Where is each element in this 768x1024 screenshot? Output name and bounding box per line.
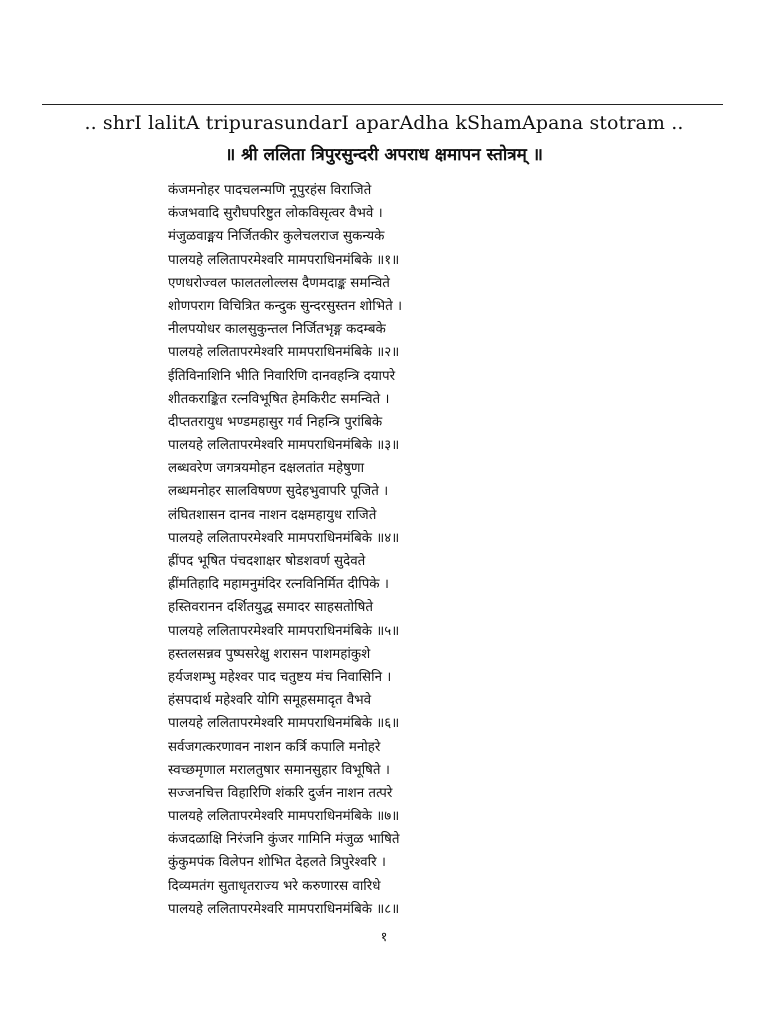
verse-line: सर्वजगत्करणावन नाशन कर्त्रि कपालि मनोहरे [168, 739, 381, 755]
verse-line: हंसपदार्थ महेश्वरि योगि समूहसमादृत वैभवे [168, 693, 372, 709]
verse-line: दीप्ततरायुध भण्डमहासुर गर्व निहन्त्रि पुरांबिके [168, 414, 383, 430]
verse-line: ईतिविनाशिनि भीति निवारिणि दानवहन्त्रि दयापरे [168, 368, 396, 384]
verse-line: पालयहे ललितापरमेश्वरि मामपराधिनमंबिके ॥५॥ [168, 623, 400, 639]
verse-line: हस्तिवरानन दर्शितयुद्ध समादर साहसतोषिते [168, 600, 373, 616]
verse-line: पालयहे ललितापरमेश्वरि मामपराधिनमंबिके ॥१॥ [168, 252, 400, 268]
verse-line: लब्धमनोहर सालविषण्ण सुदेहभुवापरि पूजिते । [168, 484, 389, 500]
verse-line: हर्यजशम्भु महेश्वर पाद चतुष्टय मंच निवासिनि । [168, 669, 392, 685]
verse-line: लंघितशासन दानव नाशन दक्षमहायुध राजिते [168, 507, 377, 523]
verse-line: हस्तलसन्नव पुष्पसरेक्षु शरासन पाशमहांकुशे [168, 646, 371, 662]
verse-block [168, 179, 708, 921]
title-devanagari: ॥ श्री ललिता त्रिपुरसुन्दरी अपराध क्षमापन स्तोत्रम् ॥ [225, 145, 543, 165]
verse-line: मंजुळवाङ्मय निर्जितकीर कुलेचलराज सुकन्यके [168, 229, 385, 245]
verse-line: कंजमनोहर पादचलन्मणि नूपुरहंस विराजिते [168, 183, 372, 198]
verse-line: कंजभवादि सुरौघपरिष्टुत लोकविसृत्वर वैभवे । [168, 206, 383, 222]
title-transliteration: .. shrI lalitA tripurasundarI aparAdha kShamApana stotram .. [84, 112, 684, 134]
header-rule [42, 104, 723, 105]
verse-line: पालयहे ललितापरमेश्वरि मामपराधिनमंबिके ॥२॥ [168, 345, 400, 361]
verse-line: स्वच्छमृणाल मरालतुषार समानसुहार विभूषिते । [168, 762, 390, 778]
verse-line: पालयहे ललितापरमेश्वरि मामपराधिनमंबिके ॥७॥ [168, 809, 400, 825]
verse-line: शोणपराग विचित्रित कन्दुक सुन्दरसुस्तन शोभिते । [168, 298, 403, 314]
verse-line: ह्रींमतिहादि महामनुमंदिर रत्नविनिर्मित दीपिके । [168, 577, 389, 593]
verse-line: पालयहे ललितापरमेश्वरि मामपराधिनमंबिके ॥६॥ [168, 716, 400, 732]
verse-line: ह्रींपद भूषित पंचदशाक्षर षोडशवर्ण सुदेवते [168, 554, 366, 569]
verse-line: सज्जनचित्त विहारिणि शंकरि दुर्जन नाशन तत्परे [168, 785, 393, 801]
verse-line: पालयहे ललितापरमेश्वरि मामपराधिनमंबिके ॥४॥ [168, 530, 400, 546]
verse-line: दिव्यमतंग सुताधृतराज्य भरे करुणारस वारिधे [168, 878, 381, 894]
verse-line: पालयहे ललितापरमेश्वरि मामपराधिनमंबिके ॥८॥ [168, 901, 400, 917]
verse-line: कुंकुमपंक विलेपन शोभित देहलते त्रिपुरेश्वरि । [168, 855, 386, 871]
verse-line: कंजदळाक्षि निरंजनि कुंजर गामिनि मंजुळ भाषिते [168, 832, 400, 848]
page-number: १ [380, 930, 388, 945]
verse-line: एणधरोज्वल फालतलोल्लस दैणमदाङ्क समन्विते [168, 275, 390, 291]
verse-line: लब्धवरेण जगत्रयमोहन दक्षलतांत महेषुणा [168, 461, 365, 477]
verse-line: पालयहे ललितापरमेश्वरि मामपराधिनमंबिके ॥३॥ [168, 438, 400, 454]
verse-line: शीतकराङ्कित रत्नविभूषित हेमकिरीट समन्विते । [168, 391, 390, 407]
verse-line: नीलपयोधर कालसुकुन्तल निर्जितभृङ्ग कदम्बके [168, 322, 386, 338]
